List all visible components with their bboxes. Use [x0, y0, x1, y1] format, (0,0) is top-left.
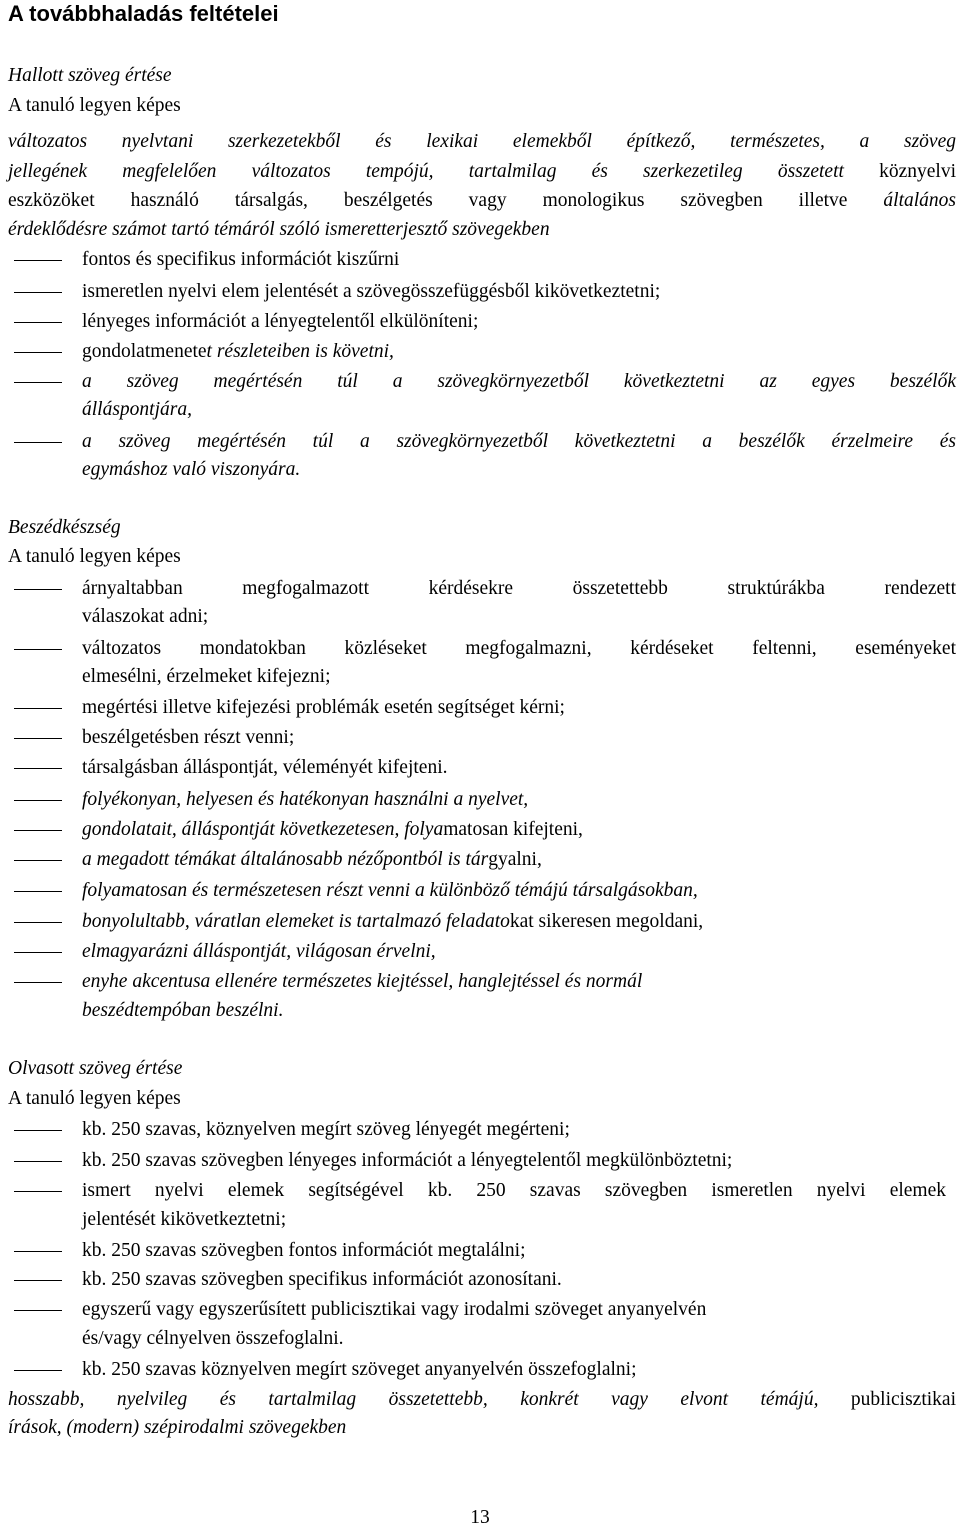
bullet-dash [14, 708, 62, 709]
bullet-dash [14, 1251, 62, 1252]
section-heading-reading: Olvasott szöveg értése [8, 1058, 183, 1079]
bullet-dash [14, 1310, 62, 1311]
list-item-continuation: válaszokat adni; [82, 606, 209, 627]
list-item: folyamatosan és természetesen részt venni a különböző témájú társalgásokban, [82, 880, 698, 901]
list-item-italic-text: bonyolultabb, váratlan elemeket is tartalmazó feladato [82, 911, 510, 932]
bullet-dash [14, 738, 62, 739]
list-item: megértési illetve kifejezési problémák esetén segítséget kérni; [82, 697, 565, 718]
bullet-dash [14, 589, 62, 590]
list-item-italic-text: gondolatait, álláspontját következetesen, folya [82, 819, 444, 840]
listening-paragraph-line-2 [8, 160, 956, 184]
list-item: változatos mondatokban közléseket megfogalmazni, kérdéseket feltenni, eseményeket [82, 638, 956, 659]
list-item: kb. 250 szavas köznyelven megírt szöveget anyanyelvén összefoglalni; [82, 1359, 637, 1380]
list-item: lényeges információt a lényegtelentől elkülöníteni; [82, 311, 479, 332]
list-item: társalgásban álláspontját, véleményét kifejteni. [82, 757, 448, 778]
list-item-continuation: jelentését kikövetkeztetni; [82, 1209, 287, 1230]
bullet-dash [14, 1370, 62, 1371]
list-item-continuation: egymáshoz való viszonyára. [82, 459, 301, 480]
bullet-dash [14, 442, 62, 443]
bullet-dash [14, 352, 62, 353]
list-item-continuation: álláspontjára, [82, 399, 192, 420]
listening-paragraph-line-1: változatos nyelvtani szerkezetekből és lexikai elemekből építkező, természetes, a szöveg [8, 131, 956, 152]
list-item: egyszerű vagy egyszerűsített publicisztikai vagy irodalmi szöveget anyanyelvén [82, 1299, 707, 1320]
closing-line-1 [8, 1388, 956, 1412]
list-item: fontos és specifikus információt kiszűrni [82, 249, 400, 270]
bullet-dash [14, 322, 62, 323]
list-item-continuation: és/vagy célnyelven összefoglalni. [82, 1328, 344, 1349]
bullet-dash [14, 952, 62, 953]
bullet-dash [14, 292, 62, 293]
listening-paragraph-line-3 [8, 189, 956, 213]
bullet-dash [14, 860, 62, 861]
bullet-dash [14, 260, 62, 261]
closing-line-2: írások, (modern) szépirodalmi szövegekben [8, 1417, 347, 1438]
bullet-dash [14, 1161, 62, 1162]
bullet-dash [14, 382, 62, 383]
paragraph-italic-text: általános [883, 190, 956, 211]
list-item: enyhe akcentusa ellenére természetes kiejtéssel, hanglejtéssel és normál [82, 971, 643, 992]
list-item: kb. 250 szavas szövegben specifikus információt azonosítani. [82, 1269, 562, 1290]
bullet-dash [14, 1191, 62, 1192]
bullet-dash [14, 649, 62, 650]
section-heading-speaking: Beszédkészség [8, 517, 121, 538]
bullet-dash [14, 1280, 62, 1281]
list-item [82, 818, 956, 842]
paragraph-text: eszközöket használó társalgás, beszélgetés vagy monologikus szövegben illetve [8, 190, 884, 211]
list-item: a szöveg megértésén túl a szövegkörnyezetből következtetni a beszélők érzelmeire és [82, 431, 956, 452]
bullet-dash [14, 1130, 62, 1131]
list-item-text: matosan kifejteni, [443, 819, 583, 840]
paragraph-italic-text: jellegének megfelelően változatos tempójú, tartalmilag és szerkezetileg összetett [8, 161, 844, 182]
list-item: ismert nyelvi elemek segítségével kb. 250 szavas szövegben ismeretlen nyelvi elemek [82, 1180, 946, 1201]
list-item-continuation: elmesélni, érzelmeket kifejezni; [82, 666, 331, 687]
listening-paragraph-line-4: érdeklődésre számot tartó témáról szóló ismeretterjesztő szövegekben [8, 219, 550, 240]
list-item [82, 848, 956, 872]
list-item: elmagyarázni álláspontját, világosan érvelni, [82, 941, 436, 962]
section-intro-speaking: A tanuló legyen képes [8, 546, 181, 567]
list-item: árnyaltabban megfogalmazott kérdésekre összetettebb struktúrákba rendezett [82, 578, 956, 599]
list-item-continuation: beszédtempóban beszélni. [82, 1000, 284, 1021]
list-item: a szöveg megértésén túl a szövegkörnyezetből következtetni az egyes beszélők [82, 371, 956, 392]
list-item [82, 910, 956, 934]
bullet-dash [14, 891, 62, 892]
list-item: kb. 250 szavas szövegben fontos információt megtalálni; [82, 1240, 526, 1261]
section-intro-listening: A tanuló legyen képes [8, 95, 181, 116]
page-title: A továbbhaladás feltételei [8, 1, 279, 26]
list-item-text: gyalni, [488, 849, 542, 870]
list-item-italic-text: a megadott témákat általánosabb nézőpontból is tár [82, 849, 489, 870]
list-item: ismeretlen nyelvi elem jelentését a szövegösszefüggésből kikövetkeztetni; [82, 281, 661, 302]
bullet-dash [14, 800, 62, 801]
page-number: 13 [470, 1507, 490, 1528]
list-item-italic-text: t részleteiben is követni, [206, 341, 394, 362]
list-item: kb. 250 szavas szövegben lényeges információt a lényegtelentől megkülönböztetni; [82, 1150, 733, 1171]
bullet-dash [14, 830, 62, 831]
list-item-text: kat sikeresen megoldani, [509, 911, 704, 932]
section-intro-reading: A tanuló legyen képes [8, 1088, 181, 1109]
bullet-dash [14, 768, 62, 769]
section-heading-listening: Hallott szöveg értése [8, 65, 172, 86]
bullet-dash [14, 922, 62, 923]
list-item: kb. 250 szavas, köznyelven megírt szöveg lényegét megérteni; [82, 1119, 570, 1140]
list-item: beszélgetésben részt venni; [82, 727, 295, 748]
closing-italic-text: hosszabb, nyelvileg és tartalmilag összetettebb, konkrét vagy elvont témájú, [8, 1389, 819, 1410]
bullet-dash [14, 982, 62, 983]
list-item-text: gondolatmenete [82, 341, 207, 362]
closing-text: publicisztikai [818, 1389, 956, 1410]
list-item [82, 340, 956, 364]
list-item: folyékonyan, helyesen és hatékonyan használni a nyelvet, [82, 789, 529, 810]
paragraph-text: köznyelvi [843, 161, 956, 182]
